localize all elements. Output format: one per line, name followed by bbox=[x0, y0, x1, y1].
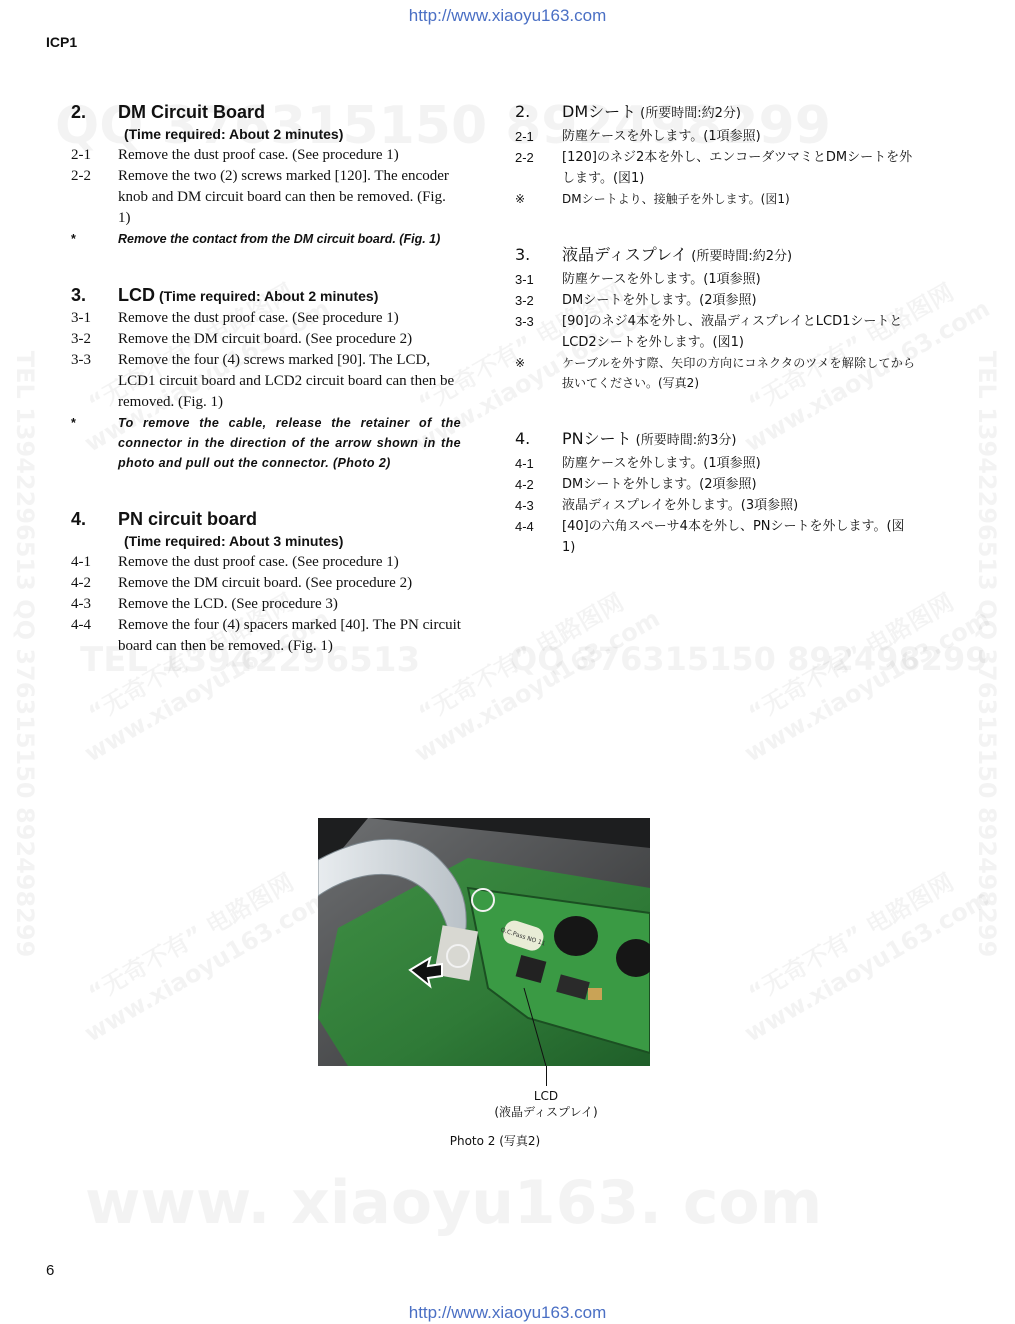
lcd-button bbox=[554, 916, 598, 956]
step bbox=[71, 166, 461, 229]
footer-url[interactable]: http://www.xiaoyu163.com bbox=[408, 1303, 607, 1322]
page-number: 6 bbox=[46, 1262, 55, 1279]
section-title: PNシート bbox=[562, 429, 632, 448]
step bbox=[71, 350, 461, 413]
step-number: 4-2 bbox=[71, 575, 91, 591]
header-url[interactable]: http://www.xiaoyu163.com bbox=[408, 6, 607, 25]
step-text: DMシートを外します。(2項参照) bbox=[562, 293, 757, 308]
step-text: Remove the DM circuit board. (See procedure 2) bbox=[118, 575, 413, 591]
section-heading bbox=[515, 427, 915, 453]
watermark-stamp bbox=[723, 855, 996, 1050]
time-required: (Time required: About 2 minutes) bbox=[159, 288, 379, 304]
time-required: (所要時間:約2分) bbox=[691, 249, 793, 264]
step-number: 4-4 bbox=[71, 617, 91, 633]
step-number: 4-3 bbox=[71, 596, 91, 612]
step-number: 4-1 bbox=[515, 456, 534, 471]
step-text: Remove the DM circuit board. (See procedure 2) bbox=[118, 331, 413, 347]
step-text: 防塵ケースを外します。(1項参照) bbox=[562, 272, 761, 287]
note-marker: * bbox=[71, 232, 76, 246]
step-number: 3-3 bbox=[71, 352, 91, 368]
lcd-leader-line-ext bbox=[546, 1066, 547, 1086]
time-required: (所要時間:約2分) bbox=[640, 106, 741, 121]
step bbox=[71, 552, 461, 573]
step-number: 3-2 bbox=[71, 331, 91, 347]
step-text: Remove the four (4) screws marked [90]. The LCD, LCD1 circuit board and LCD2 circuit board can then be removed. (Fig. 1) bbox=[118, 352, 455, 410]
note-text: Remove the contact from the DM circuit board. (Fig. 1) bbox=[118, 232, 441, 246]
section-dm-sheet bbox=[515, 100, 915, 209]
section-heading bbox=[515, 243, 915, 269]
watermark-big bbox=[85, 1168, 822, 1238]
step bbox=[71, 329, 461, 350]
step bbox=[515, 126, 915, 147]
note-marker: ※ bbox=[515, 192, 526, 206]
step bbox=[515, 516, 915, 558]
note bbox=[71, 229, 461, 249]
step bbox=[71, 308, 461, 329]
lcd-label-jp: (液晶ディスプレイ) bbox=[494, 1105, 598, 1119]
section-pn-circuit-board bbox=[71, 507, 461, 657]
step bbox=[71, 573, 461, 594]
step-number: 3-3 bbox=[515, 314, 534, 329]
step bbox=[515, 147, 915, 189]
section-number: 4. bbox=[515, 429, 531, 448]
step-number: 4-4 bbox=[515, 519, 534, 534]
section-heading bbox=[515, 100, 915, 126]
step-number: 3-2 bbox=[515, 293, 534, 308]
section-heading bbox=[71, 100, 461, 124]
model-label: ICP1 bbox=[46, 34, 78, 50]
section-title: 液晶ディスプレイ bbox=[562, 245, 688, 264]
step-number: 4-1 bbox=[71, 554, 91, 570]
section-title: DM Circuit Board bbox=[118, 102, 266, 122]
time-required: (Time required: About 3 minutes) bbox=[124, 533, 344, 549]
step-number: 2-1 bbox=[515, 129, 534, 144]
note-marker: ※ bbox=[515, 356, 526, 370]
section-number: 3. bbox=[515, 245, 531, 264]
step-text: 液晶ディスプレイを外します。(3項参照) bbox=[562, 498, 799, 513]
photo-lcd-connector bbox=[318, 818, 650, 1066]
note bbox=[515, 353, 915, 393]
section-dm-circuit-board bbox=[71, 100, 461, 249]
english-column bbox=[71, 100, 461, 691]
note-marker: * bbox=[71, 416, 77, 430]
note bbox=[71, 413, 461, 473]
section-title: LCD bbox=[118, 285, 155, 305]
step-text: 防塵ケースを外します。(1項参照) bbox=[562, 129, 761, 144]
step-number: 4-2 bbox=[515, 477, 534, 492]
chip bbox=[588, 988, 602, 1000]
photo-lcd-label bbox=[470, 1088, 622, 1120]
photo-caption: Photo 2 (写真2) bbox=[449, 1134, 541, 1148]
section-lcd bbox=[71, 283, 461, 473]
step-text: DMシートを外します。(2項参照) bbox=[562, 477, 757, 492]
watermark-side-left bbox=[11, 194, 39, 1114]
step-number: 2-2 bbox=[515, 150, 534, 165]
step-number: 3-1 bbox=[71, 310, 91, 326]
step bbox=[71, 615, 461, 657]
step-text: Remove the dust proof case. (See procedure 1) bbox=[118, 310, 399, 326]
step bbox=[71, 594, 461, 615]
time-required: (所要時間:約3分) bbox=[635, 433, 737, 448]
watermark-side-right bbox=[973, 194, 1001, 1114]
note bbox=[515, 189, 915, 209]
step-text: [90]のネジ4本を外し、液晶ディスプレイとLCD1シートとLCD2シートを外します。(図1) bbox=[562, 314, 903, 350]
step-text: Remove the dust proof case. (See procedure 1) bbox=[118, 554, 399, 570]
step-text: 防塵ケースを外します。(1項参照) bbox=[562, 456, 761, 471]
note-text: ケーブルを外す際、矢印の方向にコネクタのツメを解除してから抜いてください。(写真2) bbox=[562, 356, 915, 390]
section-title: DMシート bbox=[562, 102, 637, 121]
section-number: 2. bbox=[71, 102, 87, 122]
japanese-column bbox=[515, 100, 915, 592]
step bbox=[515, 269, 915, 290]
step-text: Remove the dust proof case. (See procedure 1) bbox=[118, 147, 399, 163]
step-number: 2-1 bbox=[71, 147, 91, 163]
section-lcd-display bbox=[515, 243, 915, 393]
time-required: (Time required: About 2 minutes) bbox=[124, 126, 344, 142]
step bbox=[515, 495, 915, 516]
step-text: Remove the two (2) screws marked [120]. The encoder knob and DM circuit board can then be removed. (Fig. 1) bbox=[118, 168, 449, 226]
section-number: 2. bbox=[515, 102, 531, 121]
note-text: DMシートより、接触子を外します。(図1) bbox=[562, 192, 790, 206]
section-title: PN circuit board bbox=[118, 509, 258, 529]
qc-sticker-text: Q.C.Pass NO 11 bbox=[499, 926, 547, 948]
step-text: [120]のネジ2本を外し、エンコーダツマミとDMシートを外します。(図1) bbox=[562, 150, 913, 186]
step-number: 4-3 bbox=[515, 498, 534, 513]
section-pn-sheet bbox=[515, 427, 915, 558]
watermark-stamp bbox=[63, 855, 336, 1050]
step-number: 2-2 bbox=[71, 168, 91, 184]
section-heading bbox=[71, 507, 461, 531]
section-number: 3. bbox=[71, 285, 87, 305]
step-text: Remove the four (4) spacers marked [40]. The PN circuit board can then be removed. (Fig. 1) bbox=[118, 617, 461, 654]
section-heading bbox=[71, 283, 461, 308]
note-text: To remove the cable, release the retainer of the connector in the direction of the arrow shown in the photo and pull out the connector. (Photo 2) bbox=[118, 416, 461, 470]
step bbox=[515, 474, 915, 495]
step bbox=[515, 311, 915, 353]
step bbox=[71, 145, 461, 166]
step-text: Remove the LCD. (See procedure 3) bbox=[118, 596, 338, 612]
section-number: 4. bbox=[71, 509, 87, 529]
step bbox=[515, 290, 915, 311]
step-text: [40]の六角スペーサ4本を外し、PNシートを外します。(図1) bbox=[562, 519, 905, 555]
step-number: 3-1 bbox=[515, 272, 534, 287]
step bbox=[515, 453, 915, 474]
lcd-label-en: LCD bbox=[533, 1089, 559, 1103]
